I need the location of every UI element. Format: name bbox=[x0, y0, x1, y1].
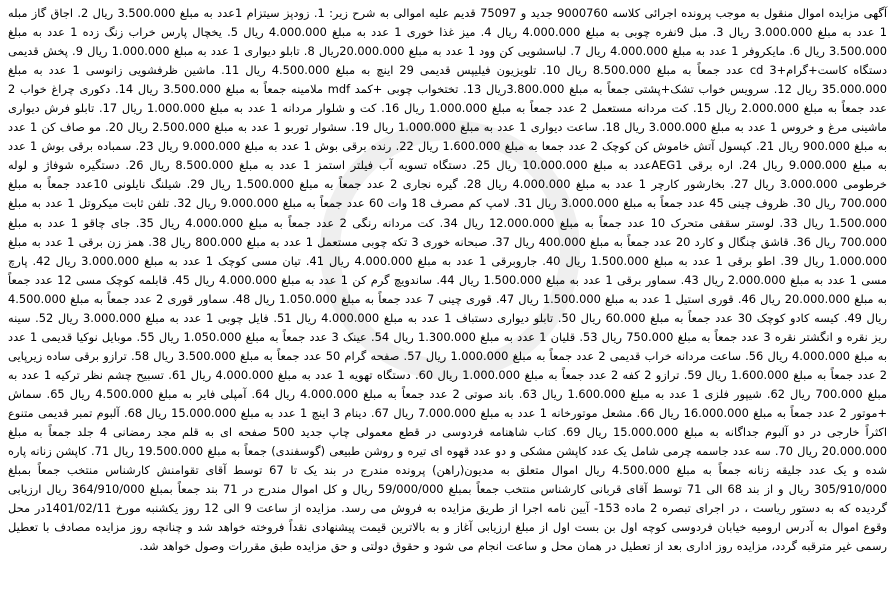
auction-notice-text: آگهی مزایده اموال منقول به موجب پرونده اجرائی کلاسه 9000760 جدید و 75097 قدیم علیه اموالی به شرح زیر: 1. زودپز سیتزام 1عدد به مبلغ 3.500.000 ریال 2. اجاق گاز مبله 1 عدد به مبلغ 3.000.000 ریال 3. مبل 9نفره چوبی به مبلغ 4.000.000 ریال 4. میز غذا خوری 1 عدد به مبلغ 4.000.000 ریال 5. یخچال پارس خراب زنگ زده 1 عدد به مبلغ 3.500.000 ریال 6. مایکروفر 1 عدد به مبلغ 4.000.000 ریال 7. لباسشویی کن وود 1 عدد به مبلغ 20.000.000ریال 8. تابلو دیواری 1 عدد به مبلغ 1.000.000 ریال 9. پخش قدیمی دستگاه کاست+گرام+3 cd عدد جمعاً به مبلغ 8.500.000 ریال 10. تلویزیون فیلیپس قدیمی 29 اینچ به مبلغ 4.500.000 ریال 11. ماشین ظرفشویی زانوسی 1 عدد به مبلغ 35.000.000 ریال 12. سرویس خواب تشک+پشتی جمعاً به مبلغ 3.800.000ریال 13. تختخواب چوبی +کمد mdf ملامینه جمعاً به مبلغ 3.500.000 ریال 14. دکوری چراغ خواب 2 عدد جمعاً به مبلغ 2.000.000 ریال 15. کت مردانه مستعمل 2 عدد جمعاً به مبلغ 1.000.000 ریال 16. کت و شلوار مردانه 1 عدد به مبلغ 1.000.000 ریال 17. تابلو فرش دیواری ماشینی مرغ و خروس 1 عدد به مبلغ 3.000.000 ریال 18. ساعت دیواری 1 عدد به مبلغ 1.000.000 ریال 19. سشوار توربو 1 عدد به مبلغ 2.500.000 ریال 20. مو صاف کن 1 عدد به مبلغ 900.000 ریال 21. کپسول آتش خاموش کن کوچک 2 عدد جمعا به مبلغ 1.600.000 ریال 22. رنده برقی بوش 1 عدد به مبلغ 9.000.000 ریال 23. سمباده برقی بوش 1 عدد به مبلغ 9.000.000 ریال 24. اره برقی AEG1عدد به مبلغ 10.000.000 ریال 25. دستگاه تسویه آب فیلتر استمز 1 عدد به مبلغ 8.500.000 ریال 26. دستگیره شوفاژ و لوله خرطومی 3.000.000 ریال 27. بخارشور کارچر 1 عدد به مبلغ 4.000.000 ریال 28. گیره نجاری 2 عدد جمعاً به مبلغ 1.500.000 ریال 29. شیلنگ نایلونی 10عدد جمعاً به مبلغ 700.000 ریال 30. ظروف چینی 45 عدد جمعاً به مبلغ 3.000.000 ریال 31. لامپ کم مصرف 18 وات 60 عدد جمعاً به مبلغ 9.000.000 ریال 32. تلفن ثابت میکروتل 1 عدد به مبلغ 1.500.000 ریال 33. لوستر سقفی متحرک 10 عدد جمعاً به مبلغ 12.000.000 ریال 34. کت مردانه رنگی 2 عدد جمعاً به مبلغ 4.000.000 ریال 35. جای چاقو 1 عدد به مبلغ 700.000 ریال 36. قاشق چنگال و کارد 20 عدد جمعاً به مبلغ 400.000 ریال 37. صبحانه خوری 3 تکه چوبی مستعمل 1 عدد به مبلغ 800.000 ریال 38. همز زن برقی 1 عدد به مبلغ 1.000.000 ریال 39. اطو برقی 1 عدد به مبلغ 1.500.000 ریال 40. جاروبرقی 1 عدد به مبلغ 4.000.000 ریال 41. تیان مسی کوچک 1 عدد به مبلغ 3.000.000 ریال 42. پارچ مسی 1 عدد به مبلغ 2.000.000 ریال 43. سماور برقی 1 عدد به مبلغ 1.500.000 ریال 44. ساندویچ گرم کن 1 عدد به مبلغ 4.000.000 ریال 45. قابلمه کوچک مسی 12 عدد جمعاً به مبلغ 20.000.000 ریال 46. قوری استیل 1 عدد به مبلغ 1.500.000 ریال 47. قوری چینی 7 عدد جمعاً به مبلغ 1.050.000 ریال 48. سماور قوری 2 عدد جمعاً به مبلغ 4.500.000 ریال 49. کیسه کادو کوچک 30 عدد جمعاً به مبلغ 60.000 ریال 50. تابلو دیواری دستباف 1 عدد به مبلغ 4.000.000 ریال 51. فایل چوبی 1 عدد به مبلغ 3.000.000 ریال 52. سینه ریز نقره و انگشتر نقره 3 عدد جمعاً به مبلغ 750.000 ریال 53. قلیان 1 عدد به مبلغ 1.300.000 ریال 54. عینک 3 عدد جمعاً به مبلغ 1.050.000 ریال 55. موبایل نوکیا قدیمی 1 عدد به مبلغ 4.000.000 ریال 56. ساعت مردانه خراب قدیمی 2 عدد جمعاً به مبلغ 1.000.000 ریال 57. صفحه گرام 50 عدد جمعاً به مبلغ 3.500.000 ریال 58. ترازو برقی ساده زیرپایی 2 عدد جمعاً به مبلغ 1.600.000 ریال 59. ترازو 2 کفه 2 عدد جمعاً به مبلغ 1.000.000 ریال 60. دستگاه تهویه 1 عدد به مبلغ 4.000.000 ریال 61. تسبیح چشم نظر ترکیه 1 عدد به مبلغ 700.000 ریال 62. شیپور فلزی 1 عدد به مبلغ 1.600.000 ریال 63. باند صوتی 2 عدد جمعاً به مبلغ 4.000.000 ریال 64. آمپلی فایر به مبلغ 4.500.000 ریال 65. سماش +موتور 2 عدد جمعاً به مبلغ 16.000.000 ریال 66. مشعل موتورخانه 1 عدد به مبلغ 7.000.000 ریال 67. دینام 3 اینچ 1 عدد به مبلغ 15.000.000 ریال 68. آلبوم تمبر قدیمی متنوع اکثراً خارجی در دو آلبوم جداگانه به مبلغ 15.000.000 ریال 69. کتاب شاهنامه فردوسی در قطع معمولی چاپ جدید 500 صفحه ای به قلم مجد رمضانی 4 جلد جمعاً به مبلغ 20.000.000 ریال 70. سه عدد جاسمه چرمی شامل یک عدد کاپشن مشکی و دو عدد قهوه ای تیره و روشن طبیعی (گوسفندی) جمعاً به مبلغ 19.500.000 ریال 71. کاپشن زنانه پاره شده و یک عدد جلیقه زنانه جمعاً به مبلغ 4.500.000 ریال اموال متعلق به مدیون(راهن) پرونده مندرج در بند یک تا 67 توسط آقای تقوامنش کارشناس منتخب جمعاً بمبلغ 305/910/000 ریال و از بند 68 الی 71 توسط آقای قربانی کارشناس منتخب جمعاً بمبلغ 59/000/000 ریال و کل اموال مندرج در 71 بند جمعاً بمبلغ 364/910/000 ریال ارزیابی گردیده که به دستور ریاست ، در اجرای تبصره 2 ماده 153- آیین نامه اجرا از طریق مزایده به فروش می رسد. مزایده از ساعت 9 الی 12 روز یکشنبه مورخ 1401/02/11در محل وقوع اموال به آدرس ارومیه خیابان فردوسی کوچه اول بن بست اول از مبلغ ارزیابی آغاز و به بالاترین قیمت پیشنهادی نقداً فروخته خواهد شد و چنانچه روز مزایده مصادف با تعطیل رسمی غیر مترقبه گردد، مزایده روز اداری بعد از تعطیل در همان محل و ساعت انجام می شود و حقوق دولتی و حق مزایده طبق مقررات وصول خواهد شد. bbox=[8, 6, 888, 554]
